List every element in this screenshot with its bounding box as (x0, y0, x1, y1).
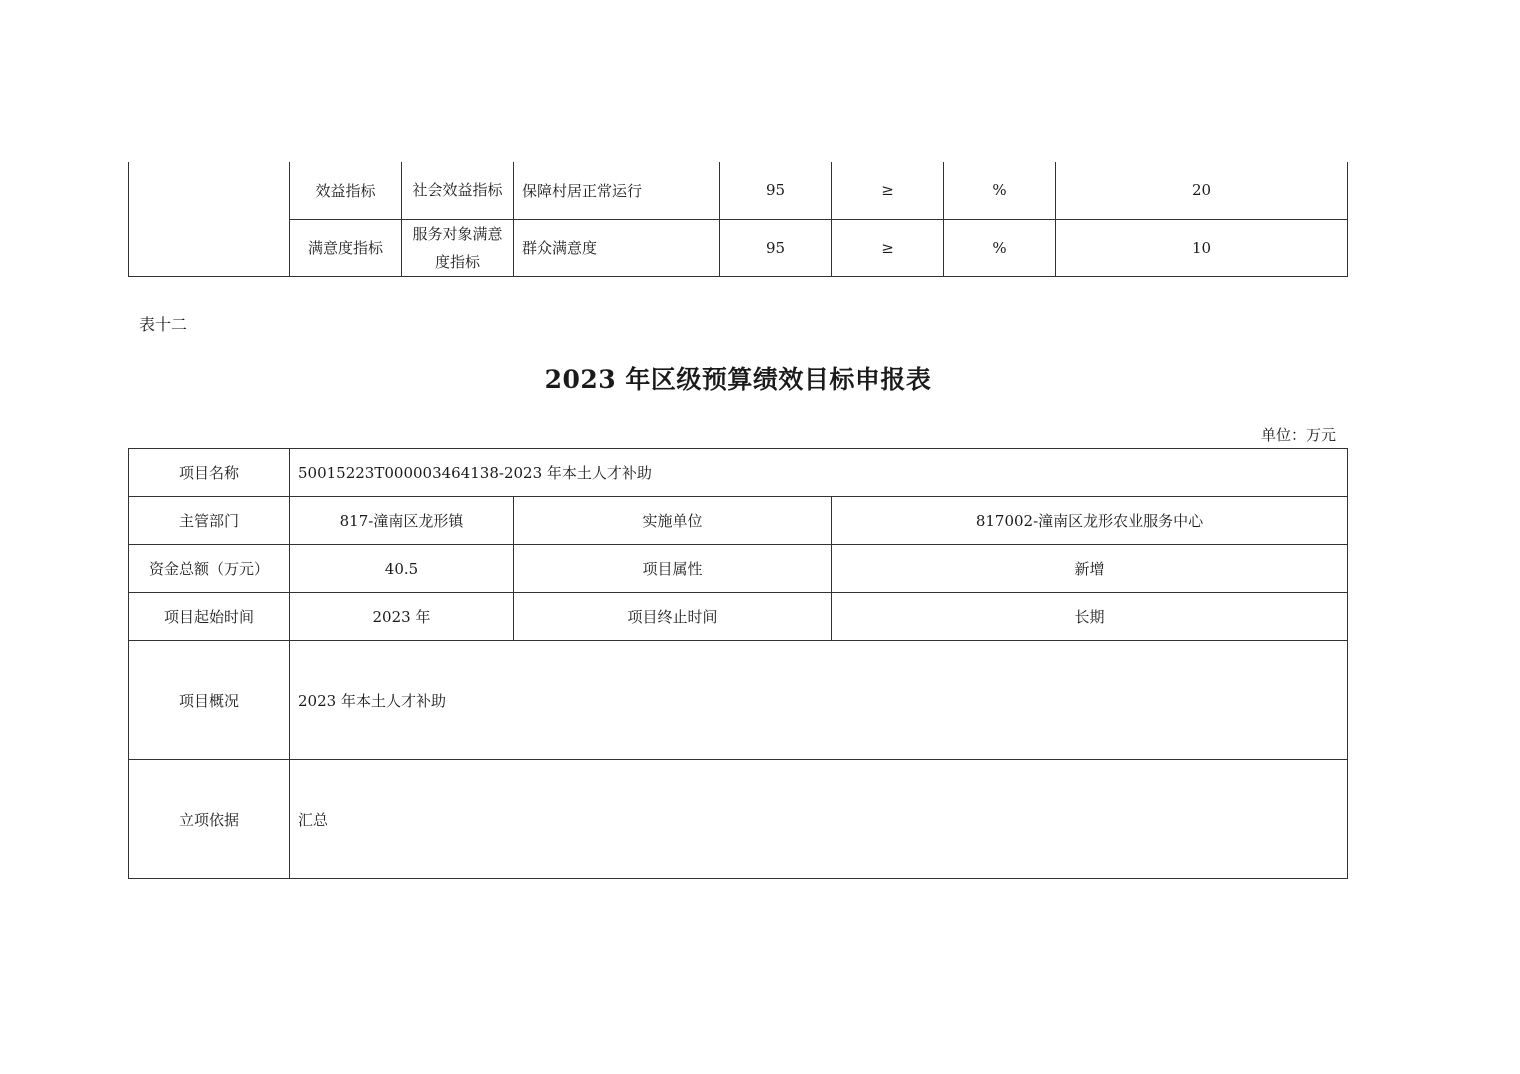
indicator-value: 95 (720, 162, 832, 219)
performance-indicator-table-continued (128, 162, 1348, 277)
indicator-subcategory: 服务对象满意度指标 (402, 219, 514, 276)
table-row (129, 545, 1348, 593)
indicator-category: 效益指标 (290, 162, 402, 219)
dept-label: 主管部门 (129, 497, 290, 545)
basis-value: 汇总 (290, 760, 1348, 879)
impl-unit-value: 817002-潼南区龙形农业服务中心 (832, 497, 1348, 545)
indicator-operator: ≥ (832, 162, 944, 219)
indicator-value: 95 (720, 219, 832, 276)
basis-label: 立项依据 (129, 760, 290, 879)
indicator-weight: 20 (1056, 162, 1348, 219)
indicator-weight: 10 (1056, 219, 1348, 276)
project-name-label: 项目名称 (129, 449, 290, 497)
dept-value: 817-潼南区龙形镇 (290, 497, 514, 545)
impl-unit-label: 实施单位 (514, 497, 832, 545)
table-row (129, 497, 1348, 545)
start-value: 2023 年 (290, 593, 514, 641)
attr-label: 项目属性 (514, 545, 832, 593)
attr-value: 新增 (832, 545, 1348, 593)
indicator-operator: ≥ (832, 219, 944, 276)
project-name-value: 50015223T000003464138-2023 年本土人才补助 (290, 449, 1348, 497)
overview-label: 项目概况 (129, 641, 290, 760)
page-title: 2023 年区级预算绩效目标申报表 (544, 365, 932, 394)
end-value: 长期 (832, 593, 1348, 641)
table-row (129, 641, 1348, 760)
indicator-category: 满意度指标 (290, 219, 402, 276)
table-row (129, 760, 1348, 879)
end-label: 项目终止时间 (514, 593, 832, 641)
indicator-unit: % (944, 162, 1056, 219)
budget-declaration-table (128, 448, 1348, 879)
table-row (129, 219, 1348, 276)
fund-value: 40.5 (290, 545, 514, 593)
indicator-subcategory: 社会效益指标 (402, 162, 514, 219)
table-number: 表十二 (139, 315, 188, 334)
table-row (129, 162, 1348, 219)
overview-value: 2023 年本土人才补助 (290, 641, 1348, 760)
indicator-name: 保障村居正常运行 (514, 162, 720, 219)
table-row (129, 593, 1348, 641)
fund-label: 资金总额（万元） (129, 545, 290, 593)
indicator-unit: % (944, 219, 1056, 276)
blank-merged-cell (129, 162, 290, 276)
start-label: 项目起始时间 (129, 593, 290, 641)
unit-label: 单位：万元 (1260, 426, 1336, 444)
indicator-name: 群众满意度 (514, 219, 720, 276)
table-row (129, 449, 1348, 497)
